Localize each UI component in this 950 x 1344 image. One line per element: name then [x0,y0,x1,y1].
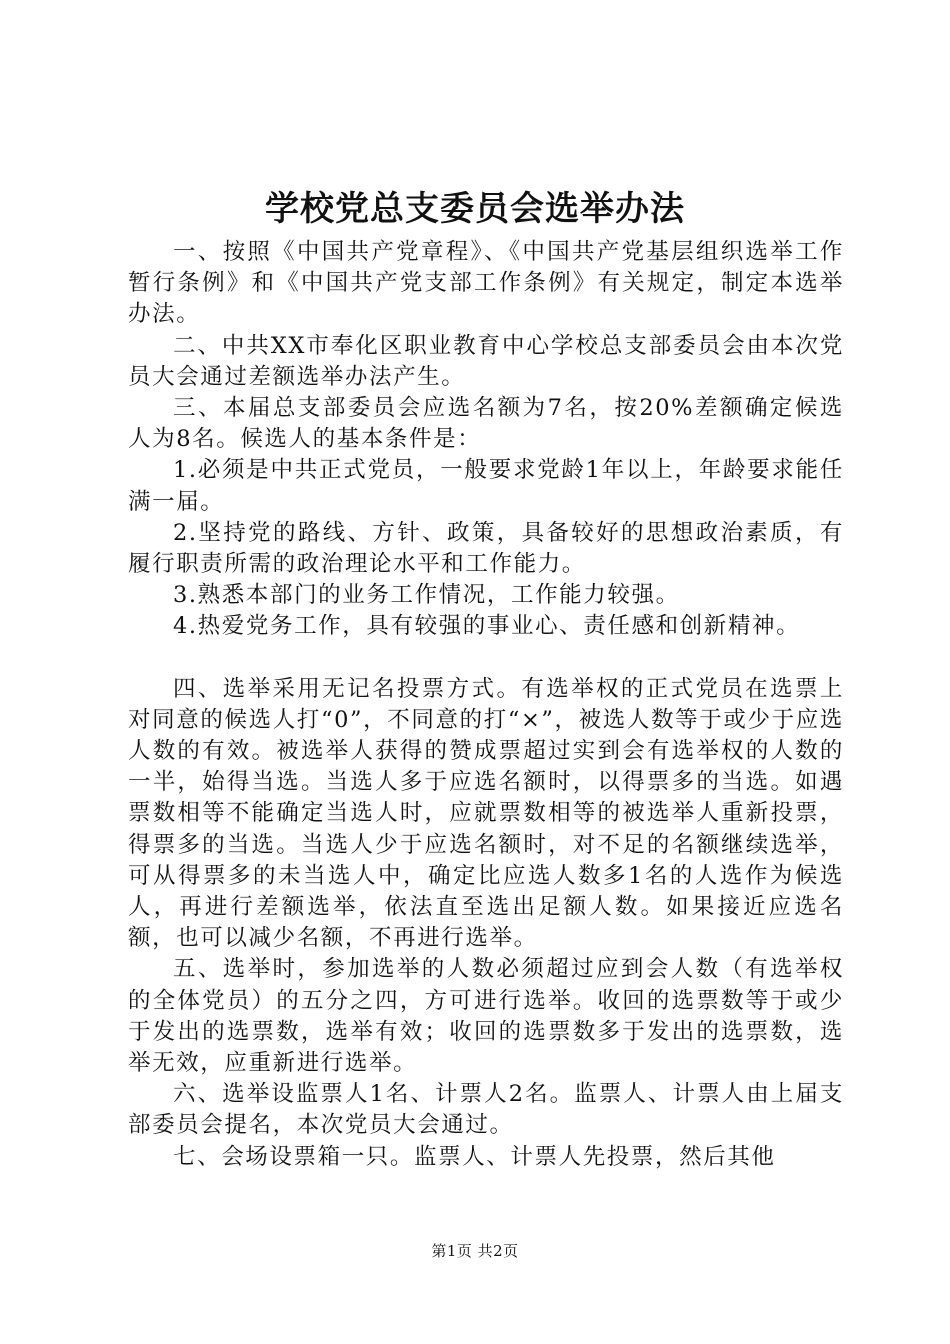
paragraph-7: 七、会场设票箱一只。监票人、计票人先投票，然后其他 [173,1143,776,1170]
paragraph-6: 六、选举设监票人1名、计票人2名。监票人、计票人由上届支部委员会提名，本次党员大会通过。 [128,1081,844,1139]
page-footer: 第1页 共2页 [431,1242,519,1260]
paragraph-3: 三、本届总支部委员会应选名额为7名，按20%差额确定候选人为8名。候选人的基本条件是： [128,395,844,453]
paragraph-5: 五、选举时，参加选举的人数必须超过应到会人数（有选举权的全体党员）的五分之四，方可进行选举。收回的选票数等于或少于发出的选票数，选举有效；收回的选票数多于发出的选票数，选举无效，应重新进行选举。 [128,956,844,1077]
condition-item-1: 1.必须是中共正式党员，一般要求党龄1年以上，年龄要求能任满一届。 [128,457,844,515]
paragraph-2: 二、中共XX市奉化区职业教育中心学校总支部委员会由本次党员大会通过差额选举办法产生。 [128,332,844,390]
condition-item-4: 4.热爱党务工作，具有较强的事业心、责任感和创新精神。 [173,613,801,640]
paragraph-4: 四、选举采用无记名投票方式。有选举权的正式党员在选票上对同意的候选人打“0”，不同意的打“×”，被选人数等于或少于应选人数的有效。被选举人获得的赞成票超过实到会有选举权的人数的一半，始得当选。当选人多于应选名额时，以得票多的当选。如遇票数相等不能确定当选人时，应就票数相等的被选举人重新投票，得票多的当选。当选人少于应选名额时，对不足的名额继续选举，可从得票多的未当选人中，确定比应选人数多1名的人选作为候选人，再进行差额选举，依法直至选出足额人数。如果接近应选名额，也可以减少名额，不再进行选举。 [128,675,844,952]
condition-item-2: 2.坚持党的路线、方针、政策，具备较好的思想政治素质，有履行职责所需的政治理论水平和工作能力。 [128,519,844,578]
document-body [128,237,844,1173]
paragraph-1: 一、按照《中国共产党章程》、《中国共产党基层组织选举工作暂行条例》和《中国共产党支部工作条例》有关规定，制定本选举办法。 [128,239,844,328]
document-title: 学校党总支委员会选举办法 [265,189,685,229]
condition-item-3: 3.熟悉本部门的业务工作情况，工作能力较强。 [173,582,680,609]
